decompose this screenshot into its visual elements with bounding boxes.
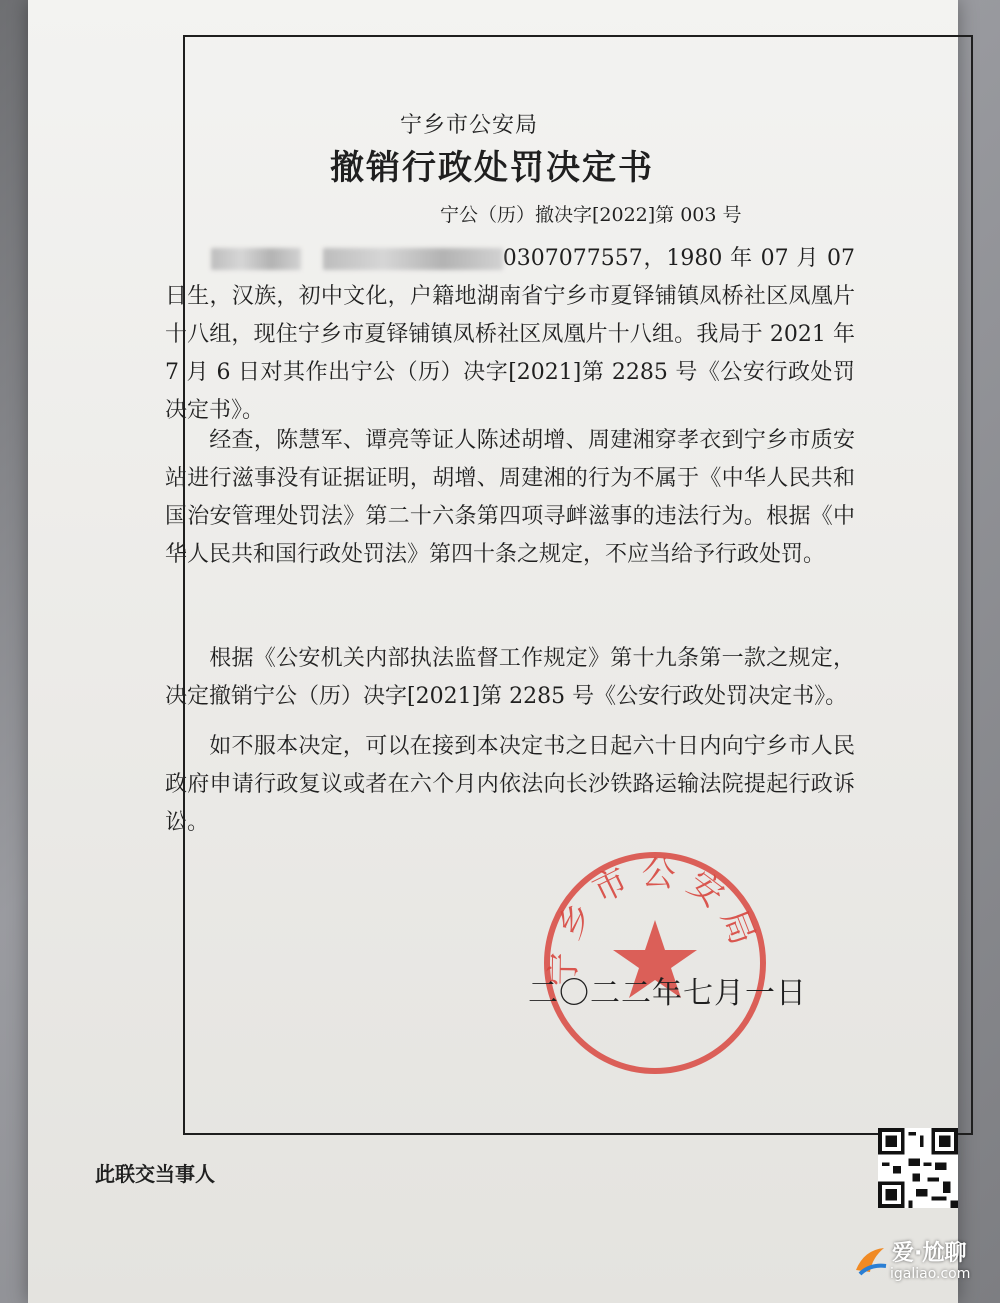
paragraph-findings-text: 经查，陈慧军、谭亮等证人陈述胡增、周建湘穿孝衣到宁乡市质安站进行滋事没有证据证明，胡增、周建湘的行为不属于《中华人民共和国治安管理处罚法》第二十六条第四项寻衅滋事的违法行为。根据《中华人民共和国行政处罚法》第四十条之规定，不应当给予行政处罚。: [165, 428, 855, 567]
seal-text: 宁乡市公安局: [543, 852, 767, 987]
paragraph-decision-text: 根据《公安机关内部执法监督工作规定》第十九条第一款之规定，决定撤销宁公（历）决字[2021]第 2285 号《公安行政处罚决定书》。: [165, 646, 855, 709]
document-number: 宁公（历）撤决字[2022]第 003 号: [440, 204, 742, 226]
qr-code-icon: [878, 1128, 958, 1208]
watermark-logo-icon: [850, 1240, 890, 1280]
footer-note: 此联交当事人: [95, 1162, 215, 1186]
official-seal: [540, 848, 770, 1078]
paragraph-decision: [165, 640, 855, 716]
redacted-id: [323, 248, 503, 270]
paragraph-subject-text: 0307077557，1980 年 07 月 07 日生，汉族，初中文化，户籍地湖南省宁乡市夏铎铺镇凤桥社区凤凰片十八组，现住宁乡市夏铎铺镇凤桥社区凤凰片十八组。我局于 2021 年 7 月 6 日对其作出宁公（历）决字[2021]第 2285 号《公安行政处罚决定书》。: [165, 246, 855, 423]
issuer-name: 宁乡市公安局: [400, 113, 539, 138]
watermark-site-url: igaliao.com: [890, 1266, 971, 1282]
paragraph-appeal-text: 如不服本决定，可以在接到本决定书之日起六十日内向宁乡市人民政府申请行政复议或者在六个月内依法向长沙铁路运输法院提起行政诉讼。: [165, 734, 855, 835]
redacted-name: [211, 248, 301, 270]
paragraph-appeal: [165, 728, 855, 842]
paragraph-subject: [165, 240, 855, 430]
document-date: 二〇二二年七月一日: [528, 976, 807, 1011]
document-title: 撤销行政处罚决定书: [330, 148, 654, 188]
paragraph-findings: [165, 422, 855, 574]
watermark-site-name: 爱·尬聊: [892, 1241, 967, 1266]
